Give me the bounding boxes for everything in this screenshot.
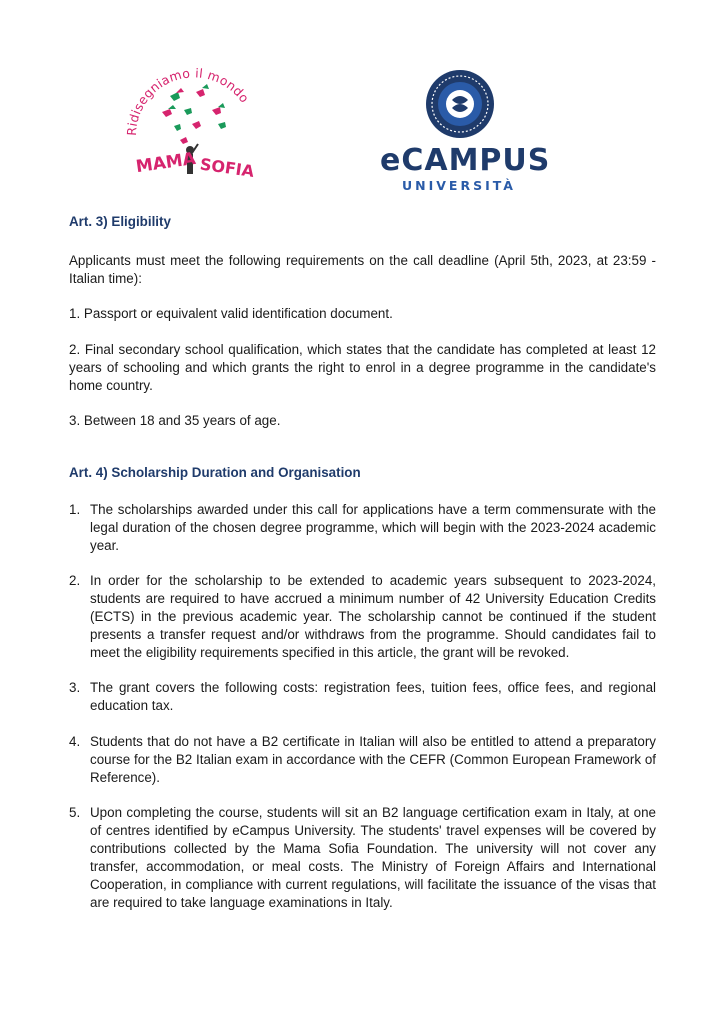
art4-list-item (69, 679, 656, 715)
list-text: The grant covers the following costs: registration fees, tuition fees, office fees, and regional education tax. (90, 680, 656, 713)
birds-icon (162, 84, 226, 144)
art4-list-item (69, 572, 656, 662)
art3-intro: Applicants must meet the following requirements on the call deadline (April 5th, 2023, at 23:59 - Italian time): (69, 253, 656, 286)
logo-word-mama: MAMA (134, 148, 197, 178)
svg-text:Ridisegniamo il mondo (124, 66, 253, 136)
art3-item-3: 3. Between 18 and 35 years of age. (69, 413, 281, 428)
list-number: 4. (69, 734, 81, 749)
list-number: 1. (69, 502, 81, 517)
list-number: 5. (69, 805, 81, 820)
art4-list-item (69, 733, 656, 787)
art4-heading: Art. 4) Scholarship Duration and Organisation (69, 465, 361, 480)
art3-heading: Art. 3) Eligibility (69, 214, 171, 229)
logo-arc-text: Ridisegniamo il mondo (123, 66, 253, 137)
art4-list-item (69, 501, 656, 555)
art3-item-1: 1. Passport or equivalent valid identification document. (69, 306, 393, 321)
list-text: Upon completing the course, students will sit an B2 language certification exam in Italy, at one of centres identified by eCampus University. The students' travel expenses will be covered by contributions collected by the Mama Sofia Foundation. The university will not cover any transfer, accommodation, or meal costs. The Ministry of Foreign Affairs and International Cooperation, in compliance with current regulations, will facilitate the issuance of the visas that are required to take language examinations in Italy. (90, 805, 656, 910)
ecampus-subtitle: UNIVERSITÀ (402, 178, 516, 193)
ecampus-wordmark: eCAMPUS (380, 143, 551, 178)
ecampus-seal-icon (426, 70, 494, 138)
art4-list-item (69, 804, 656, 912)
ecampus-logo (372, 66, 552, 196)
list-text: The scholarships awarded under this call for applications have a term commensurate with the legal duration of the chosen degree programme, which will begin with the 2023-2024 academic year. (90, 502, 656, 553)
mama-sofia-logo (118, 66, 260, 196)
logo-word-sofia: SOFIA (198, 154, 256, 181)
list-text: In order for the scholarship to be extended to academic years subsequent to 2023-2024, students are required to have accrued a minimum number of 42 University Education Credits (ECTS) in the previous academic year. The scholarship cannot be continued if the student presents a transfer request and/or withdraws from the programme. Should candidates fail to meet the eligibility requirements specified in this article, the grant will be revoked. (90, 573, 656, 660)
art3-item-2: 2. Final secondary school qualification, which states that the candidate has completed at least 12 years of schooling and which grants the right to enrol in a degree programme in the candidate's home country. (69, 342, 656, 393)
list-number: 3. (69, 680, 81, 695)
list-text: Students that do not have a B2 certificate in Italian will also be entitled to attend a preparatory course for the B2 Italian exam in accordance with the CEFR (Common European Framework of Reference). (90, 734, 656, 785)
list-number: 2. (69, 573, 81, 588)
